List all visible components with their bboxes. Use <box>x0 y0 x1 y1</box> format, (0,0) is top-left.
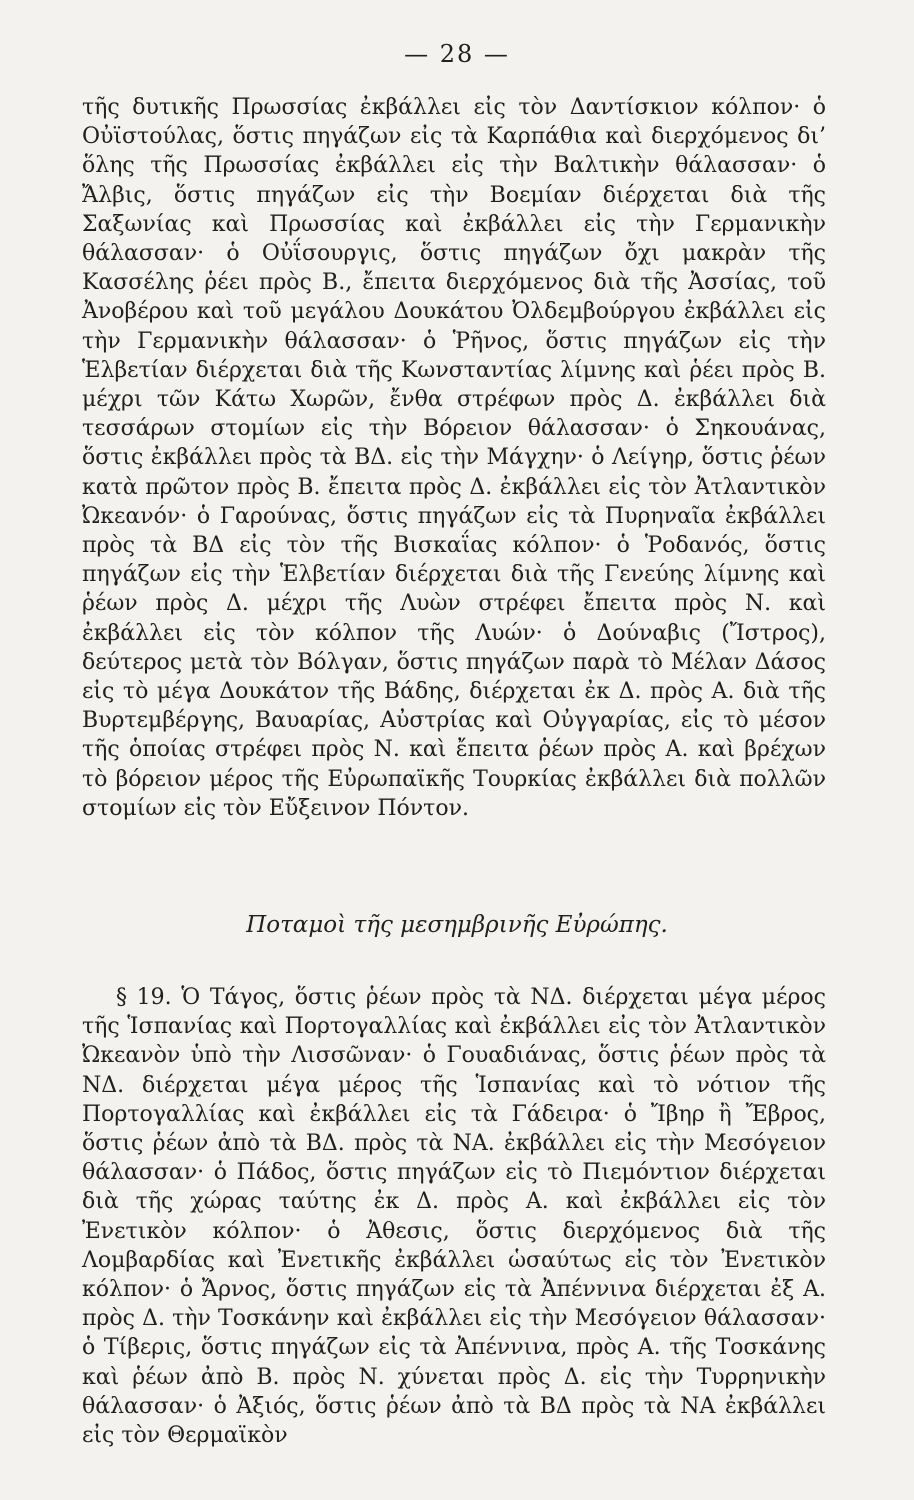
section-heading: Ποταμοὶ τῆς μεσημβρινῆς Εὐρώπης. <box>246 912 668 938</box>
paragraph-northern-rivers: τῆς δυτικῆς Πρωσσίας ἐκβάλλει εἰς τὸν Δαντίσκιον κόλπον· ὁ Οὐϊστούλας, ὅστις πηγάζων εἰς τὰ Καρπάθια καὶ διερχόμενος δι’ ὅλης τῆς Πρωσσίας ἐκβάλλει εἰς τὴν Βαλτικὴν θάλασσαν· ὁ Ἄλβις, ὅστις πηγάζων εἰς τὴν Βοεμίαν διέρχεται διὰ τῆς Σαξωνίας καὶ Πρωσσίας καὶ ἐκβάλλει εἰς τὴν Γερμανικὴν θάλασσαν· ὁ Οὐΐσουργις, ὅστις πηγάζων ὄχι μακρὰν τῆς Κασσέλης ῥέει πρὸς Β., ἔπειτα διερχόμενος διὰ τῆς Ἀσσίας, τοῦ Ἀνοβέρου καὶ τοῦ μεγάλου Δουκάτου Ὀλδεμβούργου ἐκβάλλει εἰς τὴν Γερμανικὴν θάλασσαν· ὁ Ῥῆνος, ὅστις πηγάζων εἰς τὴν Ἑλβετίαν διέρχεται διὰ τῆς Κωνσταντίας λίμνης καὶ ῥέει πρὸς Β. μέχρι τῶν Κάτω Χωρῶν, ἔνθα στρέφων πρὸς Δ. ἐκβάλλει διὰ τεσσάρων στομίων εἰς τὴν Βόρειον θάλασσαν· ὁ Σηκουάνας, ὅστις ἐκβάλλει πρὸς τὰ ΒΔ. εἰς τὴν Μάγχην· ὁ Λείγηρ, ὅστις ῥέων κατὰ πρῶτον πρὸς Β. ἔπειτα πρὸς Δ. ἐκβάλλει εἰς τὸν Ἀτλαντικὸν Ὠκεανόν· ὁ Γαρούνας, ὅστις πηγάζων εἰς τὰ Πυρηναῖα ἐκβάλλει πρὸς τὰ ΒΔ εἰς τὸν τῆς Βισκαΐας κόλπον· ὁ Ῥοδανός, ὅστις πηγάζων εἰς τὴν Ἑλβετίαν διέρχεται διὰ τῆς Γενεύης λίμνης καὶ ῥέων πρὸς Δ. μέχρι τῆς Λυὼν στρέφει ἔπειτα πρὸς Ν. καὶ ἐκβάλλει εἰς τὸν κόλπον τῆς Λυών· ὁ Δούναβις (Ἴστρος), δεύτερος μετὰ τὸν Βόλγαν, ὅστις πηγάζων παρὰ τὸ Μέλαν Δάσος εἰς τὸ μέγα Δουκάτον τῆς Βάδης, διέρχεται ἐκ Δ. πρὸς Α. διὰ τῆς Βυρτεμβέργης, Βαυαρίας, Αὐστρίας καὶ Οὐγγαρίας, εἰς τὸ μέσον τῆς ὁποίας στρέφει πρὸς Ν. καὶ ἔπειτα ῥέων πρὸς Α. καὶ βρέχων τὸ βόρειον μέρος τῆς Εὐρωπαϊκῆς Τουρκίας ἐκβάλλει διὰ πολλῶν στομίων εἰς τὸν Εὔξεινον Πόντον. <box>82 95 826 821</box>
page-number: — 28 — <box>404 40 510 68</box>
paragraph-southern-rivers: § 19. Ὁ Τάγος, ὅστις ῥέων πρὸς τὰ ΝΔ. διέρχεται μέγα μέρος τῆς Ἱσπανίας καὶ Πορτογαλλίας καὶ ἐκβάλλει εἰς τὸν Ἀτλαντικὸν Ὠκεανὸν ὑπὸ τὴν Λισσῶναν· ὁ Γουαδιάνας, ὅστις ῥέων πρὸς τὰ ΝΔ. διέρχεται μέγα μέρος τῆς Ἱσπανίας καὶ τὸ νότιον τῆς Πορτογαλλίας καὶ ἐκβάλλει εἰς τὰ Γάδειρα· ὁ Ἴβηρ ἢ Ἔβρος, ὅστις ῥέων ἀπὸ τὰ ΒΔ. πρὸς τὰ ΝΑ. ἐκβάλλει εἰς τὴν Μεσόγειον θάλασσαν· ὁ Πάδος, ὅστις πηγάζων εἰς τὸ Πιεμόντιον διέρχεται διὰ τῆς χώρας ταύτης ἐκ Δ. πρὸς Α. καὶ ἐκβάλλει εἰς τὸν Ἐνετικὸν κόλπον· ὁ Ἀθεσις, ὅστις διερχόμενος διὰ τῆς Λομβαρδίας καὶ Ἐνετικῆς ἐκβάλλει ὡσαύτως εἰς τὸν Ἐνετικὸν κόλπον· ὁ Ἄρνος, ὅστις πηγάζων εἰς τὰ Ἀπέννινα διέρχεται ἐξ Α. πρὸς Δ. τὴν Τοσκάνην καὶ ἐκβάλλει εἰς τὴν Μεσόγειον θάλασσαν· ὁ Τίβερις, ὅστις πηγάζων εἰς τὰ Ἀπέννινα, πρὸς Α. τῆς Τοσκάνης καὶ ῥέων ἀπὸ Β. πρὸς Ν. χύνεται πρὸς Δ. εἰς τὴν Τυρρηνικὴν θάλασσαν· ὁ Ἀξιός, ὅστις ῥέων ἀπὸ τὰ ΒΔ πρὸς τὰ ΝΑ ἐκβάλλει εἰς τὸν Θερμαϊκὸν <box>82 985 826 1449</box>
